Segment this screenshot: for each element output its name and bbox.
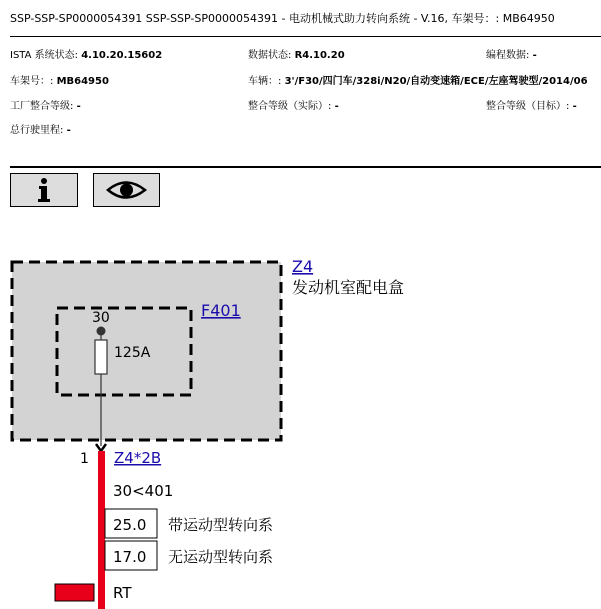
fuse-pin-label: 30 [92, 310, 110, 326]
connector-pin: 1 [80, 451, 89, 467]
target-integration-level: 整合等级（目标）: - [486, 101, 577, 112]
wire-size: 25.0 [113, 516, 147, 534]
wire-color-code: RT [113, 584, 132, 602]
ista-status: ISTA 系统状态: 4.10.20.15602 [10, 50, 163, 61]
wire-size-description: 无运动型转向系 [168, 548, 274, 566]
z4-description: 发动机室配电盒 [292, 278, 405, 297]
connector-link[interactable]: Z4*2B [114, 449, 162, 467]
document-title: SSP-SSP-SP0000054391 SSP-SSP-SP0000054391 - 电动机械式助力转向系统 - V.16, 车架号：: MB64950 [10, 12, 555, 25]
total-mileage: 总行驶里程: - [10, 125, 71, 136]
wire-route: 30<401 [113, 482, 174, 500]
wire-color-swatch [55, 584, 94, 601]
f401-link[interactable]: F401 [201, 301, 241, 320]
factory-integration-level: 工厂整合等级: - [10, 101, 81, 112]
fuse-symbol [95, 340, 107, 374]
vin: 车架号：: MB64950 [10, 76, 109, 87]
actual-integration-level: 整合等级（实际）: - [248, 101, 339, 112]
wire-size-description: 带运动型转向系 [168, 516, 274, 534]
vehicle: 车辆：: 3'/F30/四门车/328i/N20/自动变速箱/ECE/左座驾驶型/2014/06 [248, 76, 588, 87]
data-status: 数据状态: R4.10.20 [248, 50, 345, 61]
z4-link[interactable]: Z4 [292, 257, 314, 276]
wire [98, 451, 105, 609]
fuse-rating: 125A [114, 345, 151, 361]
programming-data: 编程数据: - [486, 50, 537, 61]
wire-size: 17.0 [113, 548, 147, 566]
